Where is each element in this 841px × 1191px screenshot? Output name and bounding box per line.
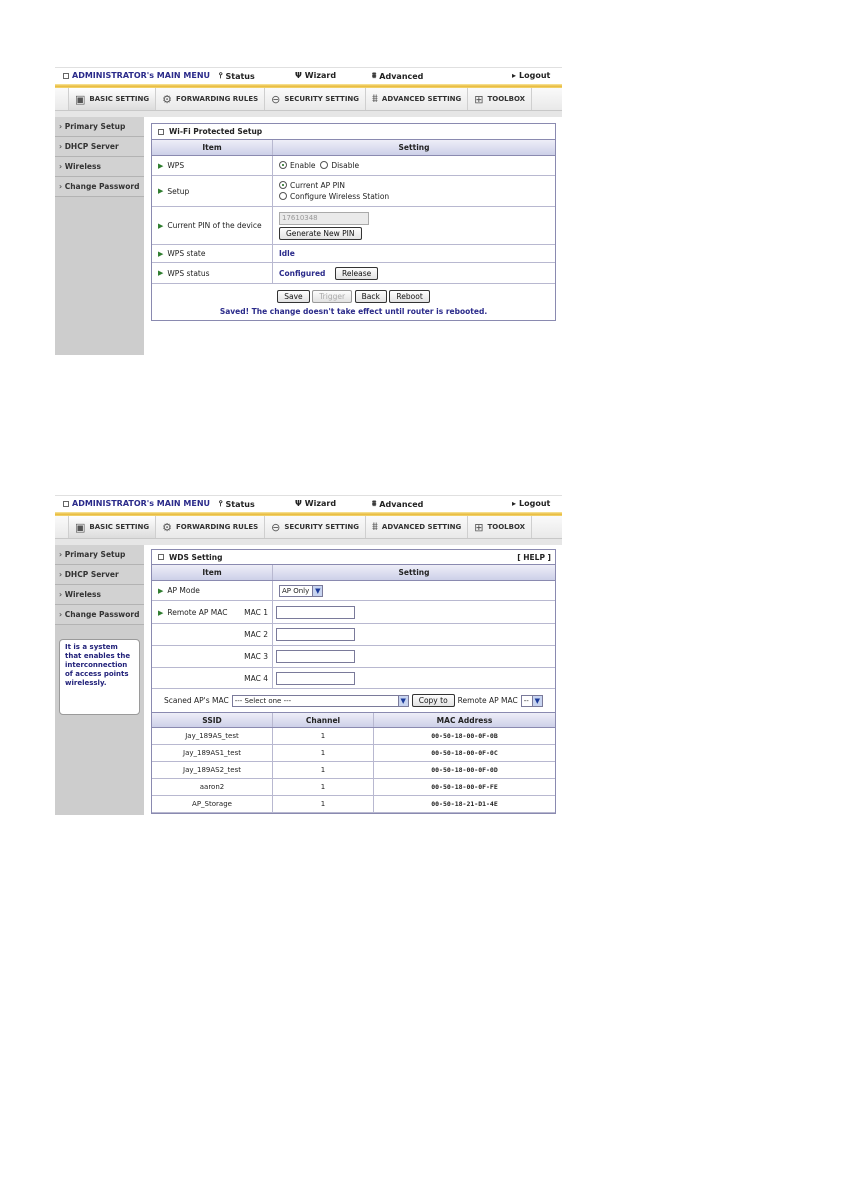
tab-toolbox[interactable]: ⊞ TOOLBOX <box>468 88 532 110</box>
release-button[interactable]: Release <box>335 267 378 280</box>
copy-to-button[interactable]: Copy to <box>412 694 455 707</box>
wps-screenshot <box>55 67 562 355</box>
tab-toolbox[interactable]: ⊞ TOOLBOX <box>468 516 532 538</box>
basic-icon: ▣ <box>75 92 86 106</box>
logout-link[interactable]: ▸ Logout <box>512 71 551 80</box>
mac4-input[interactable] <box>276 672 355 685</box>
wds-screenshot <box>55 495 562 815</box>
reboot-button[interactable]: Reboot <box>389 290 429 303</box>
sidebar-item-wireless[interactable]: › Wireless <box>55 157 144 177</box>
wps-disable-radio[interactable] <box>320 161 328 169</box>
mac3-input[interactable] <box>276 650 355 663</box>
tab-forwarding-rules[interactable]: ⚙ FORWARDING RULES <box>156 88 265 110</box>
advanced-icon: ⩩ <box>372 71 377 80</box>
wds-content <box>151 549 556 814</box>
arrow-icon: ▶ <box>158 187 164 195</box>
arrow-icon: ▶ <box>158 249 164 258</box>
sidebar-item-wireless[interactable]: › Wireless <box>55 585 144 605</box>
advanced-icon: ⩩ <box>372 499 377 508</box>
chevron-down-icon: ▼ <box>312 586 322 596</box>
ap-mode-select[interactable]: AP Only ▼ <box>279 585 323 597</box>
wizard-icon: Ψ <box>295 71 302 80</box>
setup-current-pin-radio[interactable] <box>279 181 287 189</box>
scanned-row: Scaned AP's MAC --- Select one --- ▼ Copy to Remote AP MAC -- ▼ <box>152 689 555 712</box>
square-icon <box>63 501 69 507</box>
state-row: ▶ WPS state Idle <box>152 245 555 263</box>
square-icon <box>158 554 164 560</box>
arrow-icon: ▶ <box>158 586 164 595</box>
sidebar <box>55 117 144 355</box>
security-icon: ⊖ <box>271 92 281 106</box>
trigger-button[interactable]: Trigger <box>312 290 352 303</box>
wizard-icon: Ψ <box>295 499 302 508</box>
security-icon: ⊖ <box>271 520 281 534</box>
panel-title: Wi-Fi Protected Setup <box>152 124 555 140</box>
main-menu-bar <box>55 67 562 84</box>
remote-mac-select[interactable]: -- ▼ <box>521 695 543 707</box>
wps-panel <box>151 123 556 321</box>
arrow-icon: ▶ <box>158 221 164 230</box>
table-row[interactable]: AP_Storage 1 00-50-18-21-D1-4E <box>152 796 555 813</box>
back-button[interactable]: Back <box>355 290 387 303</box>
tab-bar <box>55 88 562 111</box>
generate-pin-button[interactable]: Generate New PIN <box>279 227 362 240</box>
logout-link[interactable]: ▸ Logout <box>512 499 551 508</box>
help-link[interactable]: [ HELP ] <box>517 552 551 562</box>
wps-enable-radio[interactable] <box>279 161 287 169</box>
status-menu[interactable]: ⫯ Status <box>219 499 255 509</box>
mac1-row: ▶ Remote AP MAC MAC 1 <box>152 601 555 624</box>
sidebar <box>55 545 144 815</box>
help-box: It is a system that enables the interconnection of access points wirelessly. <box>59 639 140 715</box>
sidebar-item-dhcp-server[interactable]: › DHCP Server <box>55 137 144 157</box>
save-button[interactable]: Save <box>277 290 309 303</box>
sidebar-item-primary-setup[interactable]: › Primary Setup <box>55 117 144 137</box>
panel-title: WDS Setting [ HELP ] <box>152 550 555 565</box>
tab-advanced-setting[interactable]: ⩩ ADVANCED SETTING <box>366 516 468 538</box>
forwarding-icon: ⚙ <box>162 92 172 106</box>
tab-bar <box>55 516 562 539</box>
pin-row: ▶ Current PIN of the device 17610348 Generate New PIN <box>152 207 555 245</box>
chevron-down-icon: ▼ <box>532 696 542 706</box>
status-menu[interactable]: ⫯ Status <box>219 71 255 81</box>
antenna-icon: ⫯ <box>219 499 223 508</box>
table-header: Item Setting <box>152 565 555 581</box>
arrow-icon: ▶ <box>158 608 164 617</box>
advanced-setting-icon: ⩩ <box>372 520 378 533</box>
table-row[interactable]: aaron2 1 00-50-18-00-0F-FE <box>152 779 555 796</box>
table-row[interactable]: Jay_189AS2_test 1 00-50-18-00-0F-0D <box>152 762 555 779</box>
pin-field[interactable]: 17610348 <box>279 212 369 225</box>
arrow-icon: ▶ <box>158 161 164 170</box>
sidebar-item-change-password[interactable]: › Change Password <box>55 605 144 625</box>
wizard-menu[interactable]: Ψ Wizard <box>295 71 337 80</box>
table-header: Item Setting <box>152 140 555 156</box>
forwarding-icon: ⚙ <box>162 520 172 534</box>
toolbox-icon: ⊞ <box>474 92 484 106</box>
mac2-row: MAC 2 <box>152 624 555 646</box>
wps-row: ▶ WPS Enable Disable <box>152 156 555 176</box>
setup-configure-station-radio[interactable] <box>279 192 287 200</box>
square-icon <box>158 129 164 135</box>
advanced-setting-icon: ⩩ <box>372 92 378 105</box>
tab-basic-setting[interactable]: ▣ BASIC SETTING <box>68 516 156 538</box>
tab-forwarding-rules[interactable]: ⚙ FORWARDING RULES <box>156 516 265 538</box>
tab-security-setting[interactable]: ⊖ SECURITY SETTING <box>265 516 366 538</box>
sidebar-item-dhcp-server[interactable]: › DHCP Server <box>55 565 144 585</box>
basic-icon: ▣ <box>75 520 86 534</box>
status-row: ▶ WPS status Configured Release <box>152 263 555 284</box>
main-menu-bar <box>55 495 562 512</box>
mac3-row: MAC 3 <box>152 646 555 668</box>
state-value: Idle <box>279 249 295 258</box>
mac1-input[interactable] <box>276 606 355 619</box>
tab-advanced-setting[interactable]: ⩩ ADVANCED SETTING <box>366 88 468 110</box>
square-icon <box>63 73 69 79</box>
wds-panel <box>151 549 556 814</box>
wps-content <box>151 123 556 321</box>
antenna-icon: ⫯ <box>219 71 223 80</box>
tab-basic-setting[interactable]: ▣ BASIC SETTING <box>68 88 156 110</box>
arrow-right-icon: ▸ <box>512 499 517 508</box>
table-row[interactable]: Jay_189AS_test 1 00-50-18-00-0F-0B <box>152 728 555 745</box>
mac4-row: MAC 4 <box>152 668 555 689</box>
admin-menu[interactable]: ADMINISTRATOR's MAIN MENU <box>63 71 210 80</box>
table-row[interactable]: Jay_189AS1_test 1 00-50-18-00-0F-0C <box>152 745 555 762</box>
ap-mode-row: ▶ AP Mode AP Only ▼ <box>152 581 555 601</box>
wizard-menu[interactable]: Ψ Wizard <box>295 499 337 508</box>
scanned-mac-select[interactable]: --- Select one --- ▼ <box>232 695 409 707</box>
advanced-menu[interactable]: ⩩ Advanced <box>372 71 424 81</box>
chevron-down-icon: ▼ <box>398 696 408 706</box>
status-value: Configured <box>279 268 326 278</box>
advanced-menu[interactable]: ⩩ Advanced <box>372 499 424 509</box>
tab-security-setting[interactable]: ⊖ SECURITY SETTING <box>265 88 366 110</box>
scan-table-header: SSID Channel MAC Address <box>152 712 555 728</box>
toolbox-icon: ⊞ <box>474 520 484 534</box>
saved-message: Saved! The change doesn't take effect until router is rebooted. <box>219 307 488 316</box>
action-row <box>152 284 555 320</box>
arrow-icon: ▶ <box>158 269 164 277</box>
sidebar-item-change-password[interactable]: › Change Password <box>55 177 144 197</box>
arrow-right-icon: ▸ <box>512 71 517 80</box>
setup-row: ▶ Setup Current AP PIN Configure Wireless Station <box>152 176 555 207</box>
admin-menu[interactable]: ADMINISTRATOR's MAIN MENU <box>63 499 210 508</box>
mac2-input[interactable] <box>276 628 355 641</box>
sidebar-item-primary-setup[interactable]: › Primary Setup <box>55 545 144 565</box>
